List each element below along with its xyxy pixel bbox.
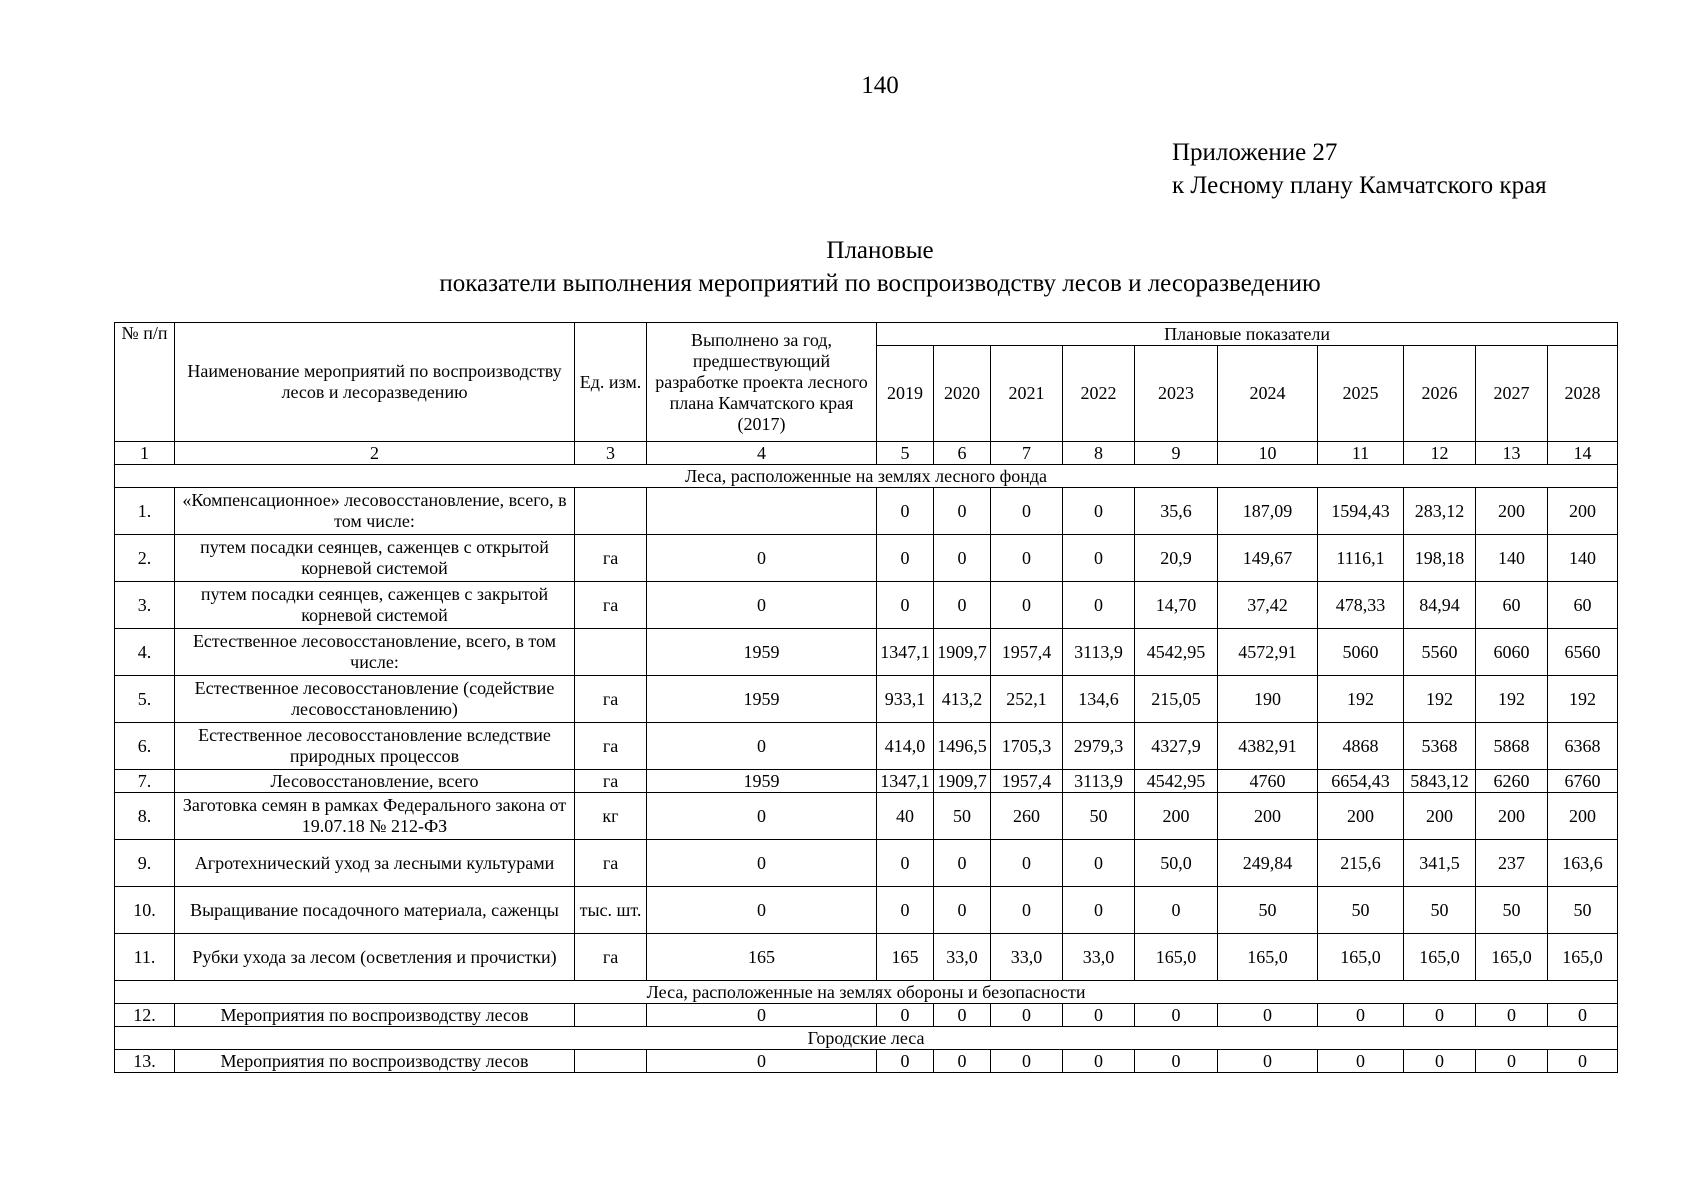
plan-value: 0 (934, 582, 991, 629)
plan-value: 0 (1318, 1004, 1404, 1027)
plan-value: 14,70 (1135, 582, 1218, 629)
plan-value: 0 (1218, 1004, 1318, 1027)
header-year: 2026 (1404, 346, 1476, 442)
column-index: 6 (934, 442, 991, 465)
column-index: 11 (1318, 442, 1404, 465)
column-index: 5 (877, 442, 934, 465)
section-row (115, 981, 1618, 1004)
plan-value: 149,67 (1218, 535, 1318, 582)
column-index: 9 (1135, 442, 1218, 465)
header-year: 2022 (1063, 346, 1135, 442)
title-line-2: показатели выполнения мероприятий по воспроизводству лесов и лесоразведению (439, 270, 1321, 297)
activity-name: Естественное лесовосстановление, всего, в том числе: (175, 629, 575, 676)
plan-value: 0 (1476, 1004, 1548, 1027)
plan-value: 6760 (1548, 770, 1618, 793)
plan-value: 414,0 (877, 723, 934, 770)
plan-value: 33,0 (934, 934, 991, 981)
plan-value: 0 (934, 887, 991, 934)
table-row (115, 793, 1618, 840)
header-year: 2025 (1318, 346, 1404, 442)
column-index: 7 (991, 442, 1063, 465)
plan-value: 0 (1318, 1050, 1404, 1073)
unit: га (575, 770, 647, 793)
table-row (115, 887, 1618, 934)
plan-value: 0 (877, 535, 934, 582)
row-number: 12. (115, 1004, 175, 1027)
plan-value: 215,6 (1318, 840, 1404, 887)
plan-value: 140 (1548, 535, 1618, 582)
plan-value: 341,5 (1404, 840, 1476, 887)
table-row (115, 676, 1618, 723)
plan-value: 165,0 (1476, 934, 1548, 981)
plan-value: 33,0 (991, 934, 1063, 981)
plan-value: 0 (877, 488, 934, 535)
plan-value: 478,33 (1318, 582, 1404, 629)
table-row (115, 934, 1618, 981)
plan-value: 4868 (1318, 723, 1404, 770)
plan-value: 0 (1063, 582, 1135, 629)
plan-value: 6368 (1548, 723, 1618, 770)
table-row (115, 629, 1618, 676)
plan-value: 1957,4 (991, 770, 1063, 793)
plan-value: 0 (877, 1050, 934, 1073)
plan-value: 0 (1548, 1004, 1618, 1027)
column-index: 13 (1476, 442, 1548, 465)
unit (575, 1050, 647, 1073)
header-name: Наименование мероприятий по воспроизводству лесов и лесоразведению (175, 323, 575, 442)
plan-value: 0 (934, 1050, 991, 1073)
plan-value: 35,6 (1135, 488, 1218, 535)
activity-name: Мероприятия по воспроизводству лесов (175, 1050, 575, 1073)
plan-value: 0 (1063, 887, 1135, 934)
activity-name: Рубки ухода за лесом (осветления и прочистки) (175, 934, 575, 981)
plan-value: 84,94 (1404, 582, 1476, 629)
unit (575, 488, 647, 535)
plan-value: 0 (934, 488, 991, 535)
column-index: 1 (115, 442, 175, 465)
plan-value: 260 (991, 793, 1063, 840)
plan-value: 0 (1404, 1050, 1476, 1073)
plan-value: 0 (991, 488, 1063, 535)
plan-value: 0 (877, 887, 934, 934)
plan-value: 933,1 (877, 676, 934, 723)
plan-value: 200 (1548, 488, 1618, 535)
header-row-top (115, 323, 1618, 346)
activity-name: Выращивание посадочного материала, саженцы (175, 887, 575, 934)
plan-value: 5560 (1404, 629, 1476, 676)
plan-value: 0 (1476, 1050, 1548, 1073)
row-number: 5. (115, 676, 175, 723)
plan-value: 0 (934, 1004, 991, 1027)
plan-value: 3113,9 (1063, 770, 1135, 793)
plan-value: 187,09 (1218, 488, 1318, 535)
row-number: 8. (115, 793, 175, 840)
plan-value: 0 (1063, 1004, 1135, 1027)
unit: га (575, 535, 647, 582)
activity-name: Заготовка семян в рамках Федерального закона от 19.07.18 № 212-ФЗ (175, 793, 575, 840)
plan-value: 413,2 (934, 676, 991, 723)
plan-value: 5368 (1404, 723, 1476, 770)
column-index: 14 (1548, 442, 1618, 465)
done-value: 0 (647, 1004, 877, 1027)
plan-value: 5060 (1318, 629, 1404, 676)
plan-value: 140 (1476, 535, 1548, 582)
plan-value: 0 (991, 840, 1063, 887)
plan-value: 200 (1476, 488, 1548, 535)
plan-value: 6560 (1548, 629, 1618, 676)
plan-value: 249,84 (1218, 840, 1318, 887)
plan-value: 165,0 (1135, 934, 1218, 981)
plan-value: 1909,7 (934, 629, 991, 676)
activity-name: Естественное лесовосстановление (содействие лесовосстановлению) (175, 676, 575, 723)
plan-value: 0 (1063, 840, 1135, 887)
plan-value: 0 (991, 535, 1063, 582)
column-index: 4 (647, 442, 877, 465)
plan-value: 0 (991, 887, 1063, 934)
plan-value: 1116,1 (1318, 535, 1404, 582)
plan-value: 198,18 (1404, 535, 1476, 582)
table-row (115, 770, 1618, 793)
plan-value: 20,9 (1135, 535, 1218, 582)
plan-value: 0 (991, 1050, 1063, 1073)
unit: га (575, 723, 647, 770)
activity-name: путем посадки сеянцев, саженцев с открытой корневой системой (175, 535, 575, 582)
header-done: Выполнено за год, предшествующий разработке проекта лесного плана Камчатского края (2017) (647, 323, 877, 442)
done-value: 0 (647, 1050, 877, 1073)
plan-value: 50 (1063, 793, 1135, 840)
plan-value: 3113,9 (1063, 629, 1135, 676)
plan-value: 6654,43 (1318, 770, 1404, 793)
unit: га (575, 840, 647, 887)
plan-value: 5868 (1476, 723, 1548, 770)
done-value: 1959 (647, 676, 877, 723)
plan-value: 0 (934, 840, 991, 887)
plan-value: 0 (1063, 535, 1135, 582)
plan-value: 0 (1063, 1050, 1135, 1073)
plan-value: 165,0 (1318, 934, 1404, 981)
plan-value: 1594,43 (1318, 488, 1404, 535)
unit: тыс. шт. (575, 887, 647, 934)
header-year: 2024 (1218, 346, 1318, 442)
plan-value: 50 (1404, 887, 1476, 934)
appendix-note (1172, 136, 1547, 202)
plan-value: 50 (1318, 887, 1404, 934)
plan-value: 1347,1 (877, 629, 934, 676)
activity-name: Мероприятия по воспроизводству лесов (175, 1004, 575, 1027)
plan-value: 165,0 (1548, 934, 1618, 981)
plan-value: 37,42 (1218, 582, 1318, 629)
row-number: 6. (115, 723, 175, 770)
plan-value: 165,0 (1404, 934, 1476, 981)
header-year: 2020 (934, 346, 991, 442)
plan-value: 283,12 (1404, 488, 1476, 535)
plan-value: 0 (877, 1004, 934, 1027)
plan-value: 163,6 (1548, 840, 1618, 887)
table-row (115, 723, 1618, 770)
column-index: 10 (1218, 442, 1318, 465)
table-row (115, 1004, 1618, 1027)
plan-value: 192 (1548, 676, 1618, 723)
plan-value: 4542,95 (1135, 629, 1218, 676)
header-num: № п/п (115, 323, 175, 442)
plan-value: 4542,95 (1135, 770, 1218, 793)
done-value: 0 (647, 840, 877, 887)
unit: га (575, 934, 647, 981)
plan-value: 40 (877, 793, 934, 840)
plan-value: 200 (1476, 793, 1548, 840)
column-index: 12 (1404, 442, 1476, 465)
header-year: 2027 (1476, 346, 1548, 442)
row-number: 1. (115, 488, 175, 535)
section-title: Леса, расположенные на землях лесного фонда (115, 465, 1618, 488)
header-year: 2021 (991, 346, 1063, 442)
done-value: 165 (647, 934, 877, 981)
plan-value: 0 (1063, 488, 1135, 535)
unit (575, 1004, 647, 1027)
plan-value: 4327,9 (1135, 723, 1218, 770)
plan-value: 1496,5 (934, 723, 991, 770)
row-number: 2. (115, 535, 175, 582)
plan-value: 0 (934, 535, 991, 582)
activity-name: путем посадки сеянцев, саженцев с закрытой корневой системой (175, 582, 575, 629)
table-row (115, 535, 1618, 582)
done-value: 0 (647, 887, 877, 934)
plan-value: 192 (1476, 676, 1548, 723)
header-year: 2023 (1135, 346, 1218, 442)
plan-value: 50 (1548, 887, 1618, 934)
row-number: 9. (115, 840, 175, 887)
header-year: 2028 (1548, 346, 1618, 442)
plan-value: 192 (1404, 676, 1476, 723)
table-row (115, 840, 1618, 887)
row-number: 10. (115, 887, 175, 934)
row-number: 3. (115, 582, 175, 629)
plan-value: 60 (1548, 582, 1618, 629)
done-value (647, 488, 877, 535)
plan-value: 6260 (1476, 770, 1548, 793)
plan-value: 200 (1318, 793, 1404, 840)
plan-value: 215,05 (1135, 676, 1218, 723)
title-line-1: Плановые (826, 237, 934, 264)
header-unit: Ед. изм. (575, 323, 647, 442)
header-year: 2019 (877, 346, 934, 442)
activity-name: Агротехнический уход за лесными культурами (175, 840, 575, 887)
unit: га (575, 676, 647, 723)
plan-value: 200 (1548, 793, 1618, 840)
section-row (115, 465, 1618, 488)
section-title: Леса, расположенные на землях обороны и безопасности (115, 981, 1618, 1004)
plan-value: 1909,7 (934, 770, 991, 793)
unit (575, 629, 647, 676)
unit: кг (575, 793, 647, 840)
row-number: 7. (115, 770, 175, 793)
activity-name: Лесовосстановление, всего (175, 770, 575, 793)
row-number: 11. (115, 934, 175, 981)
done-value: 0 (647, 723, 877, 770)
plan-value: 4382,91 (1218, 723, 1318, 770)
column-index: 8 (1063, 442, 1135, 465)
plan-value: 50,0 (1135, 840, 1218, 887)
unit: га (575, 582, 647, 629)
row-number: 4. (115, 629, 175, 676)
header-planned: Плановые показатели (877, 323, 1618, 346)
plan-value: 50 (1476, 887, 1548, 934)
plan-value: 0 (1135, 887, 1218, 934)
appendix-line-1: Приложение 27 (1172, 139, 1338, 166)
plan-value: 200 (1135, 793, 1218, 840)
plan-value: 0 (991, 1004, 1063, 1027)
plan-value: 0 (1548, 1050, 1618, 1073)
plan-value: 0 (877, 582, 934, 629)
plan-value: 190 (1218, 676, 1318, 723)
indicators-table (114, 322, 1618, 1073)
section-row (115, 1027, 1618, 1050)
plan-value: 0 (1135, 1050, 1218, 1073)
done-value: 0 (647, 582, 877, 629)
table-row (115, 488, 1618, 535)
plan-value: 1957,4 (991, 629, 1063, 676)
plan-value: 165,0 (1218, 934, 1318, 981)
done-value: 0 (647, 535, 877, 582)
column-index: 2 (175, 442, 575, 465)
plan-value: 4572,91 (1218, 629, 1318, 676)
plan-value: 0 (991, 582, 1063, 629)
column-index: 3 (575, 442, 647, 465)
plan-value: 200 (1404, 793, 1476, 840)
plan-value: 50 (934, 793, 991, 840)
plan-value: 134,6 (1063, 676, 1135, 723)
plan-value: 60 (1476, 582, 1548, 629)
plan-value: 0 (1404, 1004, 1476, 1027)
page-number: 140 (861, 72, 899, 99)
plan-value: 200 (1218, 793, 1318, 840)
plan-value: 0 (1218, 1050, 1318, 1073)
activity-name: Естественное лесовосстановление вследствие природных процессов (175, 723, 575, 770)
plan-value: 0 (877, 840, 934, 887)
plan-value: 4760 (1218, 770, 1318, 793)
header-index-row (115, 442, 1618, 465)
plan-value: 1705,3 (991, 723, 1063, 770)
plan-value: 50 (1218, 887, 1318, 934)
plan-value: 237 (1476, 840, 1548, 887)
plan-value: 0 (1135, 1004, 1218, 1027)
plan-value: 5843,12 (1404, 770, 1476, 793)
plan-value: 192 (1318, 676, 1404, 723)
plan-value: 2979,3 (1063, 723, 1135, 770)
row-number: 13. (115, 1050, 175, 1073)
done-value: 1959 (647, 629, 877, 676)
activity-name: «Компенсационное» лесовосстановление, всего, в том числе: (175, 488, 575, 535)
table-row (115, 582, 1618, 629)
plan-value: 33,0 (1063, 934, 1135, 981)
table-row (115, 1050, 1618, 1073)
appendix-line-2: к Лесному плану Камчатского края (1172, 172, 1547, 199)
plan-value: 6060 (1476, 629, 1548, 676)
plan-value: 252,1 (991, 676, 1063, 723)
done-value: 1959 (647, 770, 877, 793)
section-title: Городские леса (115, 1027, 1618, 1050)
done-value: 0 (647, 793, 877, 840)
plan-value: 1347,1 (877, 770, 934, 793)
plan-value: 165 (877, 934, 934, 981)
document-title (0, 234, 1697, 300)
